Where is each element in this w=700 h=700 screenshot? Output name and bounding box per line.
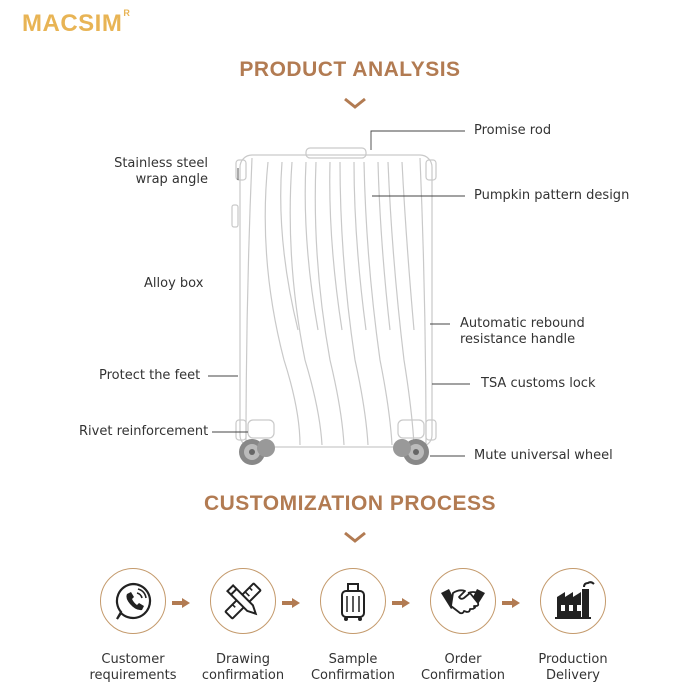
step-label: Sample Confirmation	[310, 652, 396, 683]
process-step-production-delivery	[513, 568, 633, 684]
callout-stainless-steel-wrap-angle: Stainless steel wrap angle	[114, 156, 208, 187]
registered-mark: R	[123, 8, 131, 18]
customization-process-title: CUSTOMIZATION PROCESS	[203, 492, 497, 515]
handshake-icon	[439, 579, 487, 623]
pencil-ruler-icon	[221, 579, 265, 623]
process-step-sample-confirmation	[293, 568, 413, 684]
process-step-customer-requirements	[73, 568, 193, 684]
factory-icon	[551, 579, 595, 623]
callout-promise-rod: Promise rod	[474, 123, 552, 138]
callout-pumpkin-pattern-design: Pumpkin pattern design	[474, 188, 630, 203]
callout-automatic-rebound-handle: Automatic rebound resistance handle	[460, 316, 585, 347]
suitcase-icon	[331, 579, 375, 623]
product-analysis-title: PRODUCT ANALYSIS	[239, 58, 461, 81]
step-label: Drawing confirmation	[201, 652, 285, 683]
step-circle	[100, 568, 166, 634]
phone-icon	[111, 579, 155, 623]
callout-protect-the-feet: Protect the feet	[99, 368, 201, 383]
step-circle	[320, 568, 386, 634]
step-circle	[540, 568, 606, 634]
process-step-drawing-confirmation	[183, 568, 303, 684]
callout-mute-universal-wheel: Mute universal wheel	[474, 448, 613, 463]
callout-rivet-reinforcement: Rivet reinforcement	[79, 424, 209, 439]
process-step-order-confirmation	[403, 568, 523, 684]
step-circle	[430, 568, 496, 634]
callout-alloy-box: Alloy box	[144, 276, 204, 291]
brand-name: MACSIM	[22, 10, 123, 37]
step-circle	[210, 568, 276, 634]
step-label: Customer requirements	[89, 652, 177, 683]
step-label: Production Delivery	[538, 652, 608, 683]
callout-tsa-customs-lock: TSA customs lock	[481, 376, 596, 391]
chevron-down-icon	[343, 531, 367, 543]
step-label: Order Confirmation	[420, 652, 506, 683]
